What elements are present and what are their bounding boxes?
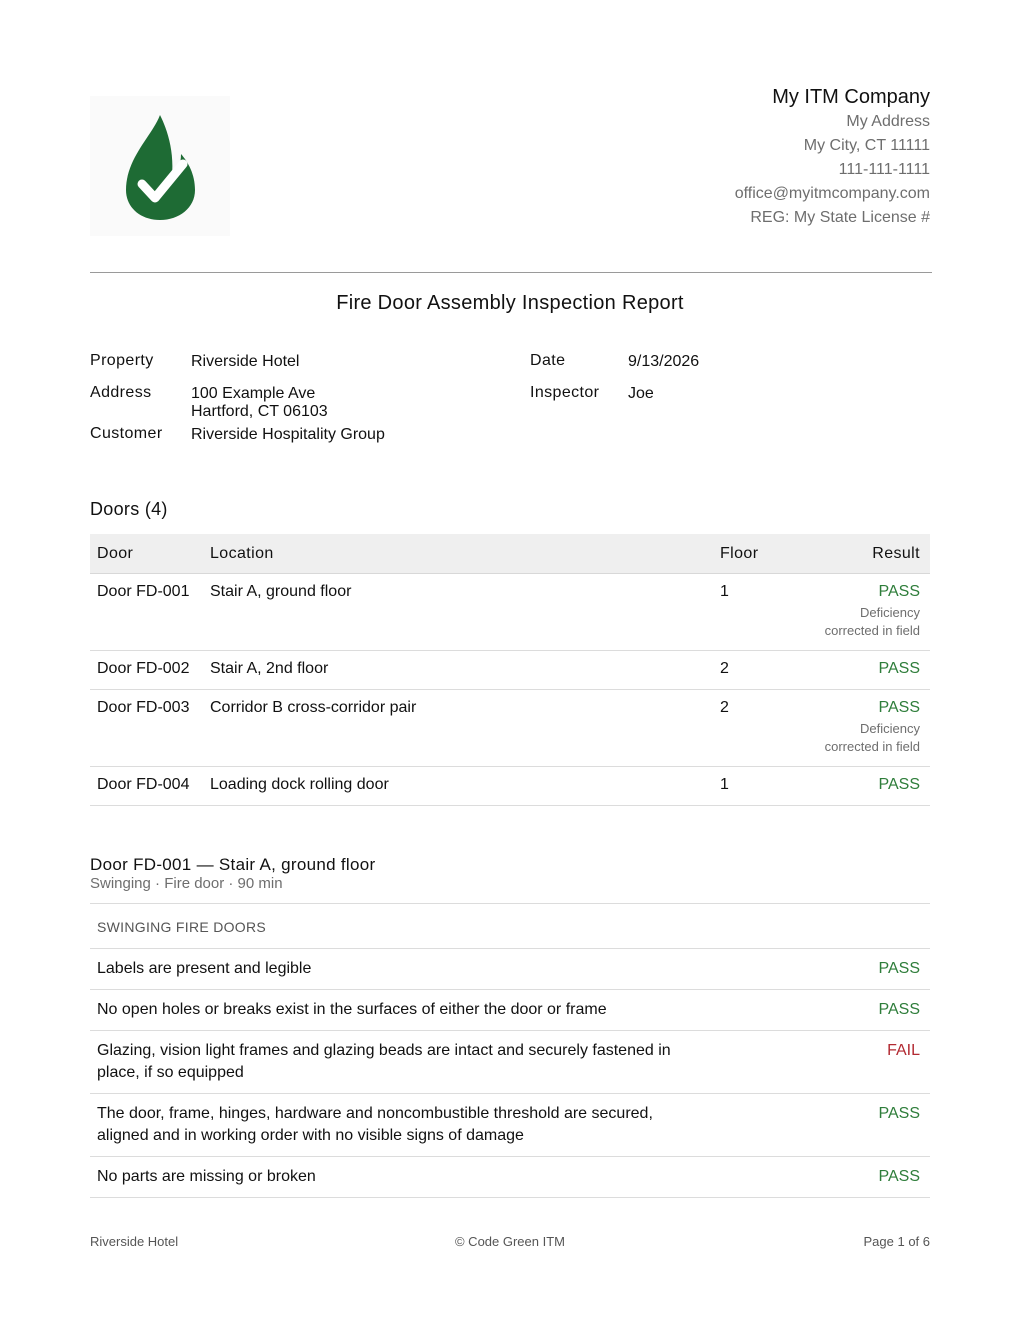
company-registration: REG: My State License # [750,209,930,226]
door-id: Door FD-001 [90,574,203,651]
door-floor: 1 [713,767,810,806]
doors-section-title: Doors (4) [90,499,168,519]
footer-property: Riverside Hotel [90,1234,179,1249]
table-row [90,690,930,767]
checklist-item-text: Glazing, vision light frames and glazing beads are intact and securely fastened in place, if so equipped [90,1031,793,1094]
date-label: Date [530,352,566,369]
door-id: Door FD-003 [90,690,203,767]
inspector-value: Joe [628,385,654,402]
door-result-cell [810,690,930,767]
door-location: Corridor B cross-corridor pair [203,690,713,767]
property-value: Riverside Hotel [191,353,300,370]
address-line1: 100 Example Ave [191,385,316,402]
result-badge: PASS [878,699,920,716]
door-id: Door FD-002 [90,651,203,690]
col-floor: Floor [713,534,810,574]
list-item [90,949,930,990]
table-row [90,651,930,690]
checklist-item-result: PASS [793,1094,930,1157]
table-row [90,574,930,651]
company-phone: 111-111-1111 [838,161,930,178]
checklist-category-row [90,904,930,949]
company-logo [90,96,230,236]
door-detail-subheading: Swinging · Fire door · 90 min [90,875,283,892]
door-result-cell [810,767,930,806]
door-floor: 2 [713,651,810,690]
checklist-item-result: PASS [793,1157,930,1198]
door-detail-heading: Door FD-001 — Stair A, ground floor [90,855,376,874]
list-item [90,1031,930,1094]
result-badge: PASS [878,776,920,793]
col-door: Door [90,534,203,574]
list-item [90,1157,930,1198]
company-email: office@myitmcompany.com [734,185,930,202]
checklist-item-result: PASS [793,949,930,990]
checklist-item-result: FAIL [793,1031,930,1094]
header-divider [90,272,932,273]
deficiency-note: Deficiency [860,721,920,736]
col-location: Location [203,534,713,574]
checklist-table [90,903,930,1198]
company-info [510,86,930,230]
customer-label: Customer [90,425,163,442]
deficiency-note: corrected in field [824,739,920,754]
deficiency-note: corrected in field [824,623,920,638]
doors-table [90,534,930,806]
footer-copyright: © Code Green ITM [454,1234,565,1249]
door-location: Loading dock rolling door [203,767,713,806]
door-location: Stair A, ground floor [203,574,713,651]
doors-table-header [90,534,930,574]
door-id: Door FD-004 [90,767,203,806]
checklist-item-text: Labels are present and legible [90,949,793,990]
door-result-cell [810,651,930,690]
date-value: 9/13/2026 [628,353,700,370]
checklist-item-text: The door, frame, hinges, hardware and noncombustible threshold are secured, aligned and in working order with no visible signs of damage [90,1094,793,1157]
list-item [90,990,930,1031]
company-address: My Address [846,113,930,130]
result-badge: PASS [878,583,920,600]
checklist-item-result: PASS [793,990,930,1031]
table-row [90,767,930,806]
checklist-item-text: No open holes or breaks exist in the surfaces of either the door or frame [90,990,793,1031]
checklist-category: SWINGING FIRE DOORS [90,904,930,949]
inspector-label: Inspector [530,384,600,401]
address-label: Address [90,384,152,401]
footer-page-number: Page 1 of 6 [863,1234,930,1249]
deficiency-note: Deficiency [860,605,920,620]
door-location: Stair A, 2nd floor [203,651,713,690]
company-city: My City, CT 11111 [803,137,930,154]
customer-value: Riverside Hospitality Group [191,426,385,443]
address-line2: Hartford, CT 06103 [191,403,328,420]
list-item [90,1094,930,1157]
company-name: My ITM Company [772,86,930,108]
door-floor: 2 [713,690,810,767]
door-result-cell [810,574,930,651]
door-floor: 1 [713,574,810,651]
report-title: Fire Door Assembly Inspection Report [336,292,684,314]
checklist-item-text: No parts are missing or broken [90,1157,793,1198]
result-badge: PASS [878,660,920,677]
flame-check-icon [90,96,230,236]
col-result: Result [810,534,930,574]
property-label: Property [90,352,154,369]
